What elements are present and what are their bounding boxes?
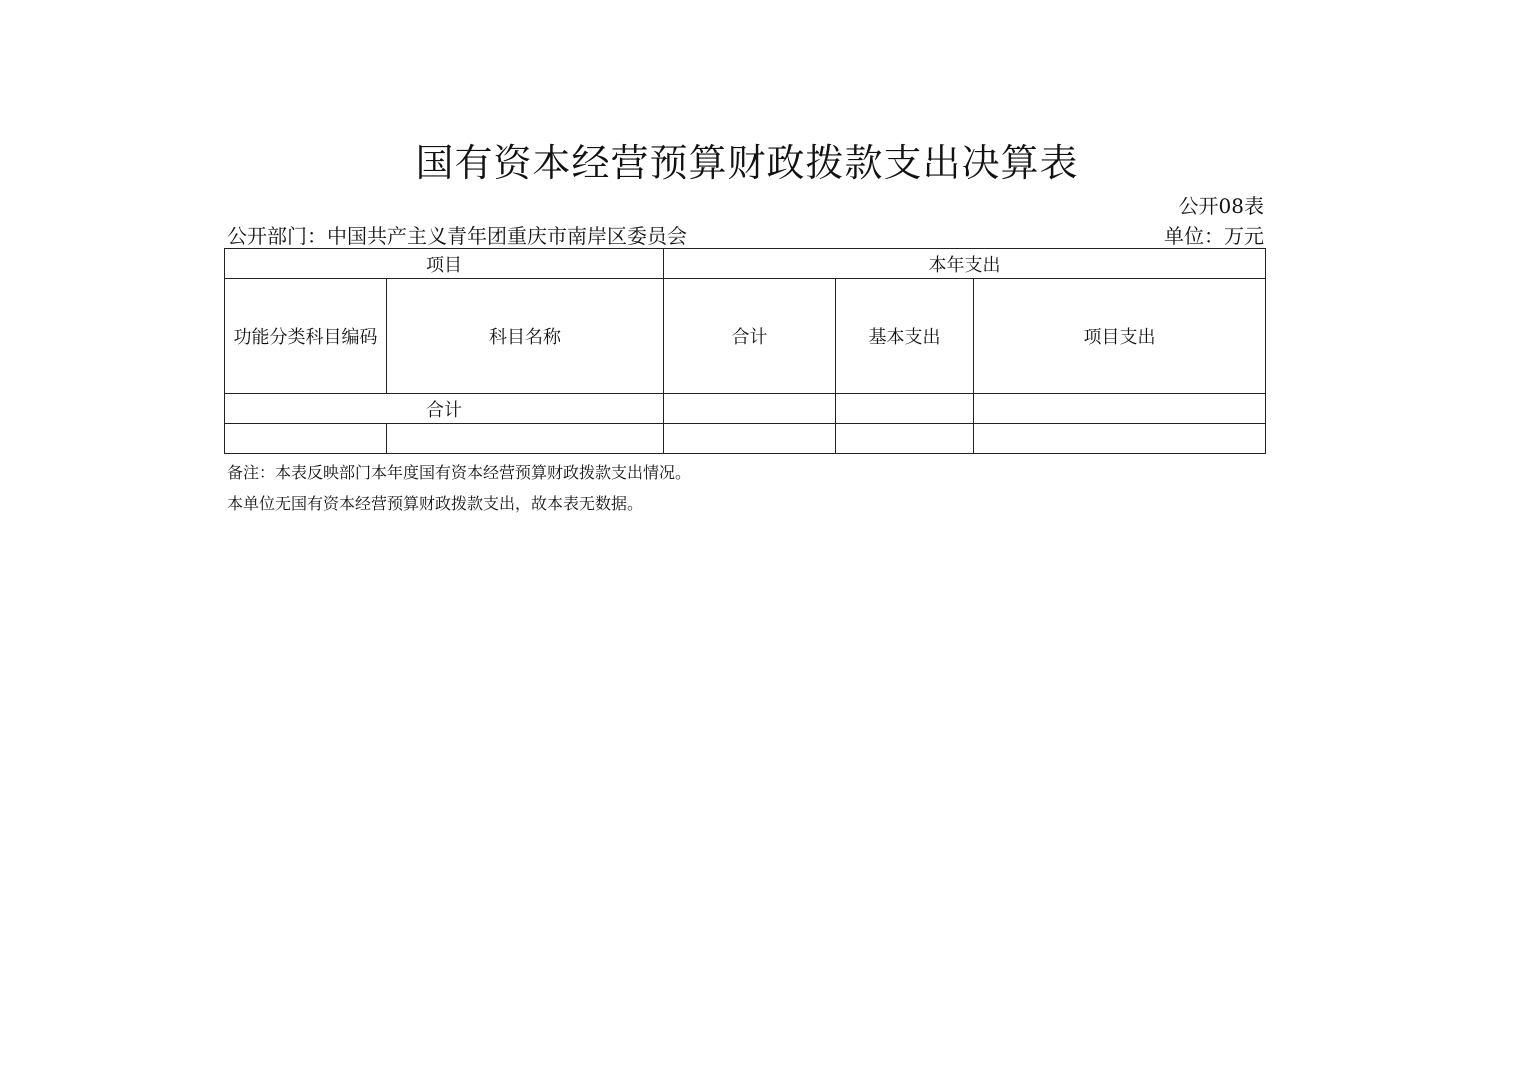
expenditure-table xyxy=(224,248,1266,454)
row-total xyxy=(664,424,836,454)
row-basic xyxy=(836,424,974,454)
row-name xyxy=(387,424,664,454)
group-header-row xyxy=(225,249,1266,279)
row-code xyxy=(225,424,387,454)
table-row xyxy=(225,424,1266,454)
department-label: 公开部门：中国共产主义青年团重庆市南岸区委员会 xyxy=(227,224,687,248)
row-project xyxy=(974,424,1266,454)
header-item: 项目 xyxy=(225,249,664,279)
header-project: 项目支出 xyxy=(974,279,1266,394)
column-header-row xyxy=(225,279,1266,394)
total-row-project xyxy=(974,394,1266,424)
header-code: 功能分类科目编码 xyxy=(225,279,387,394)
header-current-year-expenditure: 本年支出 xyxy=(664,249,1266,279)
total-row xyxy=(225,394,1266,424)
header-name: 科目名称 xyxy=(387,279,664,394)
no-data-note: 本单位无国有资本经营预算财政拨款支出，故本表无数据。 xyxy=(227,494,644,513)
unit-label: 单位：万元 xyxy=(1164,224,1264,248)
total-row-basic xyxy=(836,394,974,424)
total-row-total xyxy=(664,394,836,424)
header-basic: 基本支出 xyxy=(836,279,974,394)
total-row-label: 合计 xyxy=(225,394,664,424)
remark-note: 备注：本表反映部门本年度国有资本经营预算财政拨款支出情况。 xyxy=(227,463,692,482)
header-total: 合计 xyxy=(664,279,836,394)
page-title: 国有资本经营预算财政拨款支出决算表 xyxy=(415,141,1079,185)
form-number: 公开08表 xyxy=(1178,194,1264,218)
